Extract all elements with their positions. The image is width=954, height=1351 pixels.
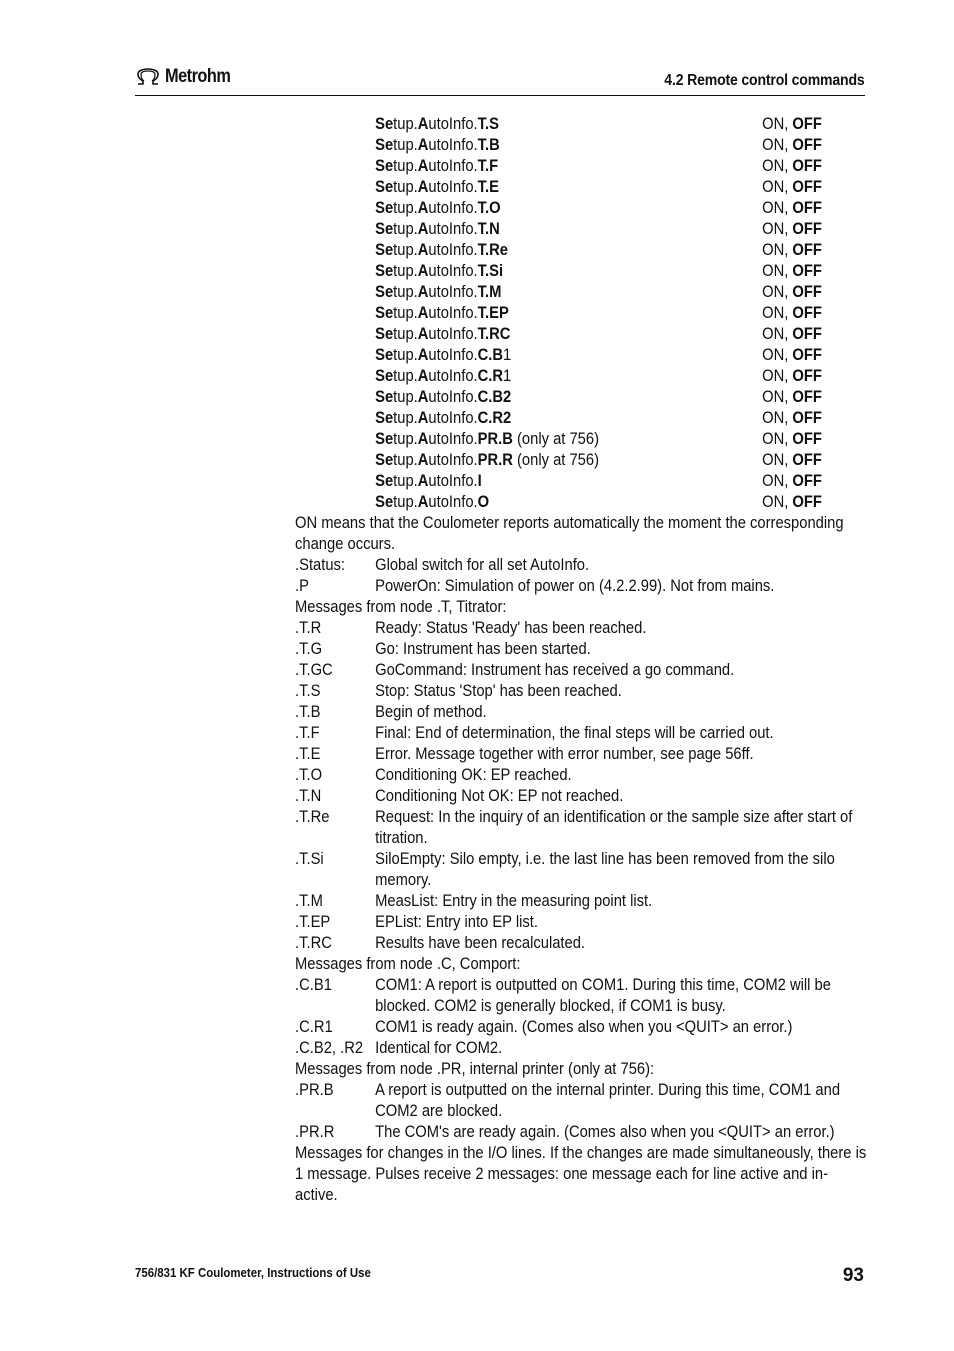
command-part: T.Si (477, 262, 504, 280)
command-part: A (417, 304, 429, 322)
default-value: OFF (792, 157, 822, 175)
omega-logo-icon (135, 68, 161, 86)
command-part: utoInfo. (428, 451, 478, 469)
default-value: OFF (792, 304, 822, 322)
command-part: utoInfo. (428, 220, 478, 238)
command-name (375, 282, 762, 303)
command-part: tup. (393, 451, 418, 469)
command-part: Se (375, 430, 394, 448)
default-value: OFF (792, 346, 822, 364)
command-part: utoInfo. (428, 304, 478, 322)
command-part: A (417, 430, 429, 448)
command-part: A (417, 388, 429, 406)
command-values (762, 240, 822, 261)
command-name (375, 387, 762, 408)
command-part: PR.R (477, 451, 513, 469)
value-options: ON, (762, 199, 793, 217)
default-value: OFF (792, 178, 822, 196)
command-name (375, 471, 762, 492)
definition-term: .C.R1 (295, 1018, 333, 1036)
definition-term: .T.R (295, 619, 322, 637)
command-row (295, 114, 870, 135)
definition-term: .T.N (295, 787, 322, 805)
value-options: ON, (762, 388, 793, 406)
definition-description: COM1 is ready again. (Comes also when you <QUIT> an error.) (375, 1018, 793, 1036)
command-part: tup. (393, 199, 418, 217)
definition-description: Begin of method. (375, 703, 487, 721)
command-name (375, 345, 762, 366)
command-values (762, 492, 822, 513)
command-values (762, 366, 822, 387)
definition-description: Final: End of determination, the final steps will be carried out. (375, 724, 774, 742)
definition-description: Go: Instrument has been started. (375, 640, 591, 658)
section-title: 4.2 Remote control commands (664, 72, 865, 89)
default-value: OFF (792, 451, 822, 469)
definition-term: .T.EP (295, 913, 331, 931)
command-values (762, 303, 822, 324)
command-part: Se (375, 472, 394, 490)
command-part: T.M (477, 283, 502, 301)
command-row (295, 471, 870, 492)
definition-row (295, 660, 870, 681)
value-options: ON, (762, 283, 793, 301)
command-part: utoInfo. (428, 157, 478, 175)
default-value: OFF (792, 430, 822, 448)
default-value: OFF (792, 115, 822, 133)
command-values (762, 114, 822, 135)
page-number: 93 (842, 1265, 864, 1286)
command-row (295, 240, 870, 261)
definition-description: EPList: Entry into EP list. (375, 913, 538, 931)
page-header (135, 62, 865, 96)
command-name (375, 219, 762, 240)
command-row (295, 408, 870, 429)
definition-row (295, 1038, 870, 1059)
command-part: A (417, 283, 429, 301)
command-values (762, 324, 822, 345)
command-part: C.R (477, 367, 504, 385)
command-part: tup. (393, 346, 418, 364)
command-part: PR.B (477, 430, 513, 448)
command-row (295, 303, 870, 324)
command-part: tup. (393, 283, 418, 301)
default-value: OFF (792, 220, 822, 238)
command-part: A (417, 241, 429, 259)
definition-description: Stop: Status 'Stop' has been reached. (375, 682, 622, 700)
definition-description: COM1: A report is outputted on COM1. During this time, COM2 will be blocked. COM2 is generally blocked, if COM1 is busy. (375, 976, 831, 1015)
command-part: utoInfo. (428, 241, 478, 259)
default-value: OFF (792, 472, 822, 490)
definition-row (295, 639, 870, 660)
default-value: OFF (792, 241, 822, 259)
command-part: utoInfo. (428, 346, 478, 364)
command-part: T.F (477, 157, 499, 175)
command-values (762, 156, 822, 177)
value-options: ON, (762, 136, 793, 154)
command-part: A (417, 493, 429, 511)
definition-row (295, 765, 870, 786)
command-part: utoInfo. (428, 325, 478, 343)
value-options: ON, (762, 493, 793, 511)
command-part: Se (375, 136, 394, 154)
logo-wordmark: Metrohm (165, 66, 231, 87)
command-part: utoInfo. (428, 388, 478, 406)
command-name (375, 303, 762, 324)
definition-term: .P (295, 577, 309, 595)
command-values (762, 429, 822, 450)
command-part: tup. (393, 136, 418, 154)
command-part: I (477, 472, 482, 490)
definition-row (295, 849, 870, 891)
command-name (375, 240, 762, 261)
command-row (295, 429, 870, 450)
command-part: A (417, 451, 429, 469)
value-options: ON, (762, 262, 793, 280)
definition-row (295, 576, 870, 597)
definition-description: A report is outputted on the internal printer. During this time, COM1 and COM2 are blocked. (375, 1081, 841, 1120)
command-values (762, 198, 822, 219)
command-part: Se (375, 388, 394, 406)
command-part: Se (375, 262, 394, 280)
command-part: tup. (393, 115, 418, 133)
default-value: OFF (792, 136, 822, 154)
value-options: ON, (762, 115, 793, 133)
command-name (375, 450, 762, 471)
command-values (762, 387, 822, 408)
command-part: A (417, 346, 429, 364)
definition-term: .T.Si (295, 850, 324, 868)
command-part: tup. (393, 241, 418, 259)
command-name (375, 261, 762, 282)
command-name (375, 198, 762, 219)
definition-term: .T.E (295, 745, 321, 763)
command-part: utoInfo. (428, 283, 478, 301)
definition-row (295, 702, 870, 723)
command-part: A (417, 199, 429, 217)
command-part: 1 (503, 367, 512, 385)
command-part: A (417, 178, 429, 196)
definition-row (295, 1122, 870, 1143)
command-part: utoInfo. (428, 136, 478, 154)
command-part: A (417, 367, 429, 385)
value-options: ON, (762, 409, 793, 427)
command-row (295, 450, 870, 471)
command-values (762, 219, 822, 240)
definition-description: Ready: Status 'Ready' has been reached. (375, 619, 647, 637)
main-content (295, 114, 870, 1206)
definition-term: .T.B (295, 703, 321, 721)
command-row (295, 345, 870, 366)
command-part: Se (375, 451, 394, 469)
command-part: Se (375, 178, 394, 196)
definition-term: .T.M (295, 892, 323, 910)
definition-row (295, 723, 870, 744)
definition-term: .Status: (295, 556, 346, 574)
command-part: A (417, 220, 429, 238)
command-part: Se (375, 325, 394, 343)
command-part: Se (375, 304, 394, 322)
definition-term: .PR.B (295, 1081, 334, 1099)
default-value: OFF (792, 367, 822, 385)
command-part: C.R2 (477, 409, 512, 427)
default-value: OFF (792, 493, 822, 511)
command-part: Se (375, 367, 394, 385)
command-values (762, 261, 822, 282)
paragraph: Messages for changes in the I/O lines. If the changes are made simultaneously, there is 1 message. Pulses receive 2 messages: one message each for line active and in-active. (295, 1144, 867, 1204)
definition-description: SiloEmpty: Silo empty, i.e. the last line has been removed from the silo memory. (375, 850, 835, 889)
definition-row (295, 786, 870, 807)
default-value: OFF (792, 283, 822, 301)
command-part: Se (375, 220, 394, 238)
default-value: OFF (792, 262, 822, 280)
command-part: utoInfo. (428, 472, 478, 490)
command-part: T.E (477, 178, 499, 196)
definition-description: GoCommand: Instrument has received a go command. (375, 661, 735, 679)
command-row (295, 492, 870, 513)
command-part: T.S (477, 115, 499, 133)
definition-row (295, 891, 870, 912)
definition-row (295, 807, 870, 849)
definition-description: Identical for COM2. (375, 1039, 503, 1057)
definition-row (295, 1017, 870, 1038)
definition-term: .T.F (295, 724, 320, 742)
paragraph: Messages from node .C, Comport: (295, 955, 521, 973)
command-part: A (417, 157, 429, 175)
default-value: OFF (792, 325, 822, 343)
value-options: ON, (762, 157, 793, 175)
autoinfo-description (295, 513, 870, 1206)
definition-description: Global switch for all set AutoInfo. (375, 556, 590, 574)
command-part: utoInfo. (428, 367, 478, 385)
command-part: tup. (393, 262, 418, 280)
command-part: utoInfo. (428, 262, 478, 280)
value-options: ON, (762, 472, 793, 490)
command-part: Se (375, 283, 394, 301)
command-name (375, 366, 762, 387)
command-part: A (417, 409, 429, 427)
command-row (295, 387, 870, 408)
command-name (375, 429, 762, 450)
definition-description: PowerOn: Simulation of power on (4.2.2.99). Not from mains. (375, 577, 775, 595)
value-options: ON, (762, 430, 793, 448)
command-part: utoInfo. (428, 409, 478, 427)
value-options: ON, (762, 451, 793, 469)
command-part: T.O (477, 199, 501, 217)
definition-term: .T.Re (295, 808, 330, 826)
command-part: (only at 756) (512, 430, 600, 448)
definition-row (295, 912, 870, 933)
definition-description: Results have been recalculated. (375, 934, 586, 952)
value-options: ON, (762, 241, 793, 259)
default-value: OFF (792, 199, 822, 217)
command-part: Se (375, 199, 394, 217)
default-value: OFF (792, 388, 822, 406)
command-part: tup. (393, 325, 418, 343)
command-row (295, 135, 870, 156)
definition-term: .T.GC (295, 661, 333, 679)
definition-description: The COM's are ready again. (Comes also when you <QUIT> an error.) (375, 1123, 835, 1141)
command-part: tup. (393, 409, 418, 427)
value-options: ON, (762, 325, 793, 343)
command-part: tup. (393, 493, 418, 511)
value-options: ON, (762, 304, 793, 322)
command-part: T.Re (477, 241, 508, 259)
definition-row (295, 975, 870, 1017)
command-row (295, 261, 870, 282)
value-options: ON, (762, 367, 793, 385)
command-values (762, 177, 822, 198)
command-part: A (417, 472, 429, 490)
command-part: O (477, 493, 490, 511)
command-values (762, 282, 822, 303)
definition-term: .C.B2, .R2 (295, 1039, 364, 1057)
command-part: tup. (393, 472, 418, 490)
definition-term: .T.RC (295, 934, 332, 952)
command-part: tup. (393, 304, 418, 322)
command-name (375, 408, 762, 429)
value-options: ON, (762, 220, 793, 238)
command-part: C.B (477, 346, 504, 364)
default-value: OFF (792, 409, 822, 427)
command-row (295, 198, 870, 219)
command-part: A (417, 115, 429, 133)
definition-description: MeasList: Entry in the measuring point list. (375, 892, 653, 910)
command-name (375, 114, 762, 135)
command-part: A (417, 262, 429, 280)
command-row (295, 366, 870, 387)
definition-description: Error. Message together with error number, see page 56ff. (375, 745, 754, 763)
command-part: A (417, 136, 429, 154)
metrohm-logo (135, 66, 241, 88)
command-row (295, 282, 870, 303)
command-part: utoInfo. (428, 178, 478, 196)
command-values (762, 135, 822, 156)
command-part: utoInfo. (428, 430, 478, 448)
command-part: T.N (477, 220, 500, 238)
command-part: Se (375, 115, 394, 133)
command-name (375, 177, 762, 198)
definition-description: Conditioning Not OK: EP not reached. (375, 787, 624, 805)
paragraph: Messages from node .PR, internal printer (only at 756): (295, 1060, 655, 1078)
command-name (375, 324, 762, 345)
definition-term: .T.G (295, 640, 323, 658)
command-part: T.RC (477, 325, 511, 343)
value-options: ON, (762, 178, 793, 196)
footer-document-title: 756/831 KF Coulometer, Instructions of Use (135, 1265, 371, 1280)
command-name (375, 156, 762, 177)
command-part: utoInfo. (428, 493, 478, 511)
definition-row (295, 618, 870, 639)
command-part: A (417, 325, 429, 343)
definition-description: Conditioning OK: EP reached. (375, 766, 572, 784)
definition-row (295, 681, 870, 702)
command-values (762, 408, 822, 429)
definition-row (295, 555, 870, 576)
command-part: tup. (393, 220, 418, 238)
definition-term: .C.B1 (295, 976, 332, 994)
definition-description: Request: In the inquiry of an identification or the sample size after start of titration. (375, 808, 853, 847)
command-part: C.B2 (477, 388, 512, 406)
command-part: T.B (477, 136, 500, 154)
command-part: (only at 756) (512, 451, 600, 469)
command-part: tup. (393, 367, 418, 385)
command-name (375, 135, 762, 156)
command-values (762, 345, 822, 366)
command-row (295, 156, 870, 177)
command-part: Se (375, 241, 394, 259)
command-part: Se (375, 493, 394, 511)
definition-term: .T.O (295, 766, 323, 784)
command-part: utoInfo. (428, 199, 478, 217)
command-part: Se (375, 346, 394, 364)
command-part: tup. (393, 430, 418, 448)
command-part: Se (375, 409, 394, 427)
command-part: Se (375, 157, 394, 175)
autoinfo-command-list (295, 114, 870, 513)
command-row (295, 177, 870, 198)
command-row (295, 219, 870, 240)
paragraph: Messages from node .T, Titrator: (295, 598, 507, 616)
definition-row (295, 1080, 870, 1122)
command-part: T.EP (477, 304, 509, 322)
command-part: 1 (503, 346, 512, 364)
command-row (295, 324, 870, 345)
command-values (762, 471, 822, 492)
definition-row (295, 933, 870, 954)
command-part: tup. (393, 178, 418, 196)
definition-term: .T.S (295, 682, 321, 700)
value-options: ON, (762, 346, 793, 364)
command-part: tup. (393, 157, 418, 175)
command-values (762, 450, 822, 471)
command-part: utoInfo. (428, 115, 478, 133)
definition-row (295, 744, 870, 765)
command-name (375, 492, 762, 513)
definition-term: .PR.R (295, 1123, 335, 1141)
paragraph: ON means that the Coulometer reports automatically the moment the corresponding change occurs. (295, 514, 844, 553)
command-part: tup. (393, 388, 418, 406)
